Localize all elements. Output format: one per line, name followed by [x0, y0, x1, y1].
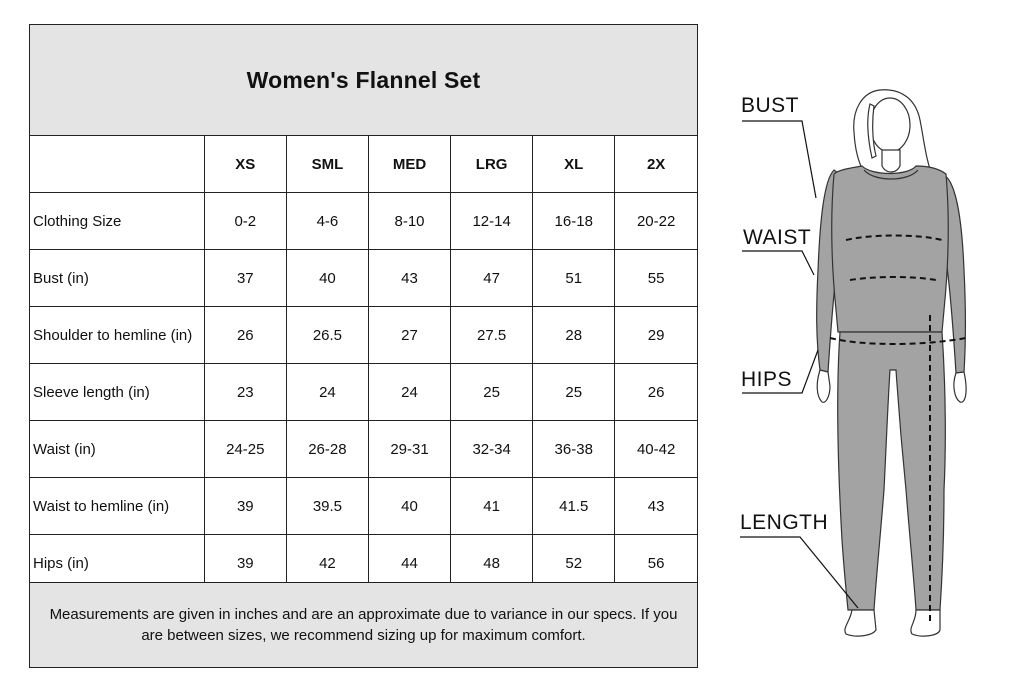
- cell-value: 40: [286, 250, 368, 307]
- cell-value: 12-14: [451, 193, 533, 250]
- size-header-med: MED: [368, 136, 450, 193]
- note-band: [30, 582, 697, 667]
- cell-value: 39.5: [286, 478, 368, 535]
- cell-value: 39: [204, 478, 286, 535]
- size-header-xs: XS: [204, 136, 286, 193]
- cell-value: 48: [451, 535, 533, 592]
- cell-value: 28: [533, 307, 615, 364]
- size-table: [30, 136, 697, 592]
- cell-value: 32-34: [451, 421, 533, 478]
- cell-value: 41.5: [533, 478, 615, 535]
- cell-value: 24-25: [204, 421, 286, 478]
- table-row: [30, 421, 697, 478]
- hips-label: HIPS: [741, 368, 793, 391]
- cell-value: 47: [451, 250, 533, 307]
- row-label: Bust (in): [30, 250, 204, 307]
- table-row: [30, 478, 697, 535]
- size-header-lrg: LRG: [451, 136, 533, 193]
- cell-value: 25: [451, 364, 533, 421]
- cell-value: 26-28: [286, 421, 368, 478]
- cell-value: 37: [204, 250, 286, 307]
- cell-value: 43: [615, 478, 697, 535]
- title-band: [30, 25, 697, 136]
- cell-value: 26.5: [286, 307, 368, 364]
- cell-value: 24: [286, 364, 368, 421]
- table-row: [30, 250, 697, 307]
- cell-value: 44: [368, 535, 450, 592]
- cell-value: 29: [615, 307, 697, 364]
- measurement-figure: [712, 70, 1024, 685]
- cell-value: 26: [204, 307, 286, 364]
- row-label: Clothing Size: [30, 193, 204, 250]
- row-label: Waist (in): [30, 421, 204, 478]
- cell-value: 42: [286, 535, 368, 592]
- cell-value: 8-10: [368, 193, 450, 250]
- cell-value: 43: [368, 250, 450, 307]
- cell-value: 0-2: [204, 193, 286, 250]
- bust-label: BUST: [741, 94, 800, 117]
- cell-value: 36-38: [533, 421, 615, 478]
- cell-value: 52: [533, 535, 615, 592]
- row-label: Shoulder to hemline (in): [30, 307, 204, 364]
- cell-value: 40: [368, 478, 450, 535]
- cell-value: 56: [615, 535, 697, 592]
- cell-value: 39: [204, 535, 286, 592]
- waist-label: WAIST: [743, 226, 812, 249]
- cell-value: 23: [204, 364, 286, 421]
- cell-value: 40-42: [615, 421, 697, 478]
- size-header-2x: 2X: [615, 136, 697, 193]
- cell-value: 27: [368, 307, 450, 364]
- table-row: [30, 364, 697, 421]
- cell-value: 41: [451, 478, 533, 535]
- table-row: [30, 307, 697, 364]
- waist-leader: [742, 251, 814, 275]
- cell-value: 16-18: [533, 193, 615, 250]
- cell-value: 25: [533, 364, 615, 421]
- length-leader: [740, 537, 858, 608]
- size-chart: [29, 24, 698, 668]
- cell-value: 26: [615, 364, 697, 421]
- sizing-note: Measurements are given in inches and are an approximate due to variance in our specs. If you are between sizes, we recommend sizing up for maximum comfort.: [49, 606, 678, 644]
- cell-value: 24: [368, 364, 450, 421]
- chart-title: Women's Flannel Set: [246, 66, 481, 93]
- row-label: Sleeve length (in): [30, 364, 204, 421]
- bust-leader: [742, 121, 816, 198]
- row-label: Waist to hemline (in): [30, 478, 204, 535]
- row-label: Hips (in): [30, 535, 204, 592]
- table-row: [30, 193, 697, 250]
- cell-value: 51: [533, 250, 615, 307]
- size-header-row: [30, 136, 697, 193]
- cell-value: 20-22: [615, 193, 697, 250]
- size-header-xl: XL: [533, 136, 615, 193]
- cell-value: 4-6: [286, 193, 368, 250]
- size-header-sml: SML: [286, 136, 368, 193]
- corner-cell: [30, 136, 204, 193]
- length-label: LENGTH: [740, 511, 829, 534]
- cell-value: 55: [615, 250, 697, 307]
- cell-value: 27.5: [451, 307, 533, 364]
- cell-value: 29-31: [368, 421, 450, 478]
